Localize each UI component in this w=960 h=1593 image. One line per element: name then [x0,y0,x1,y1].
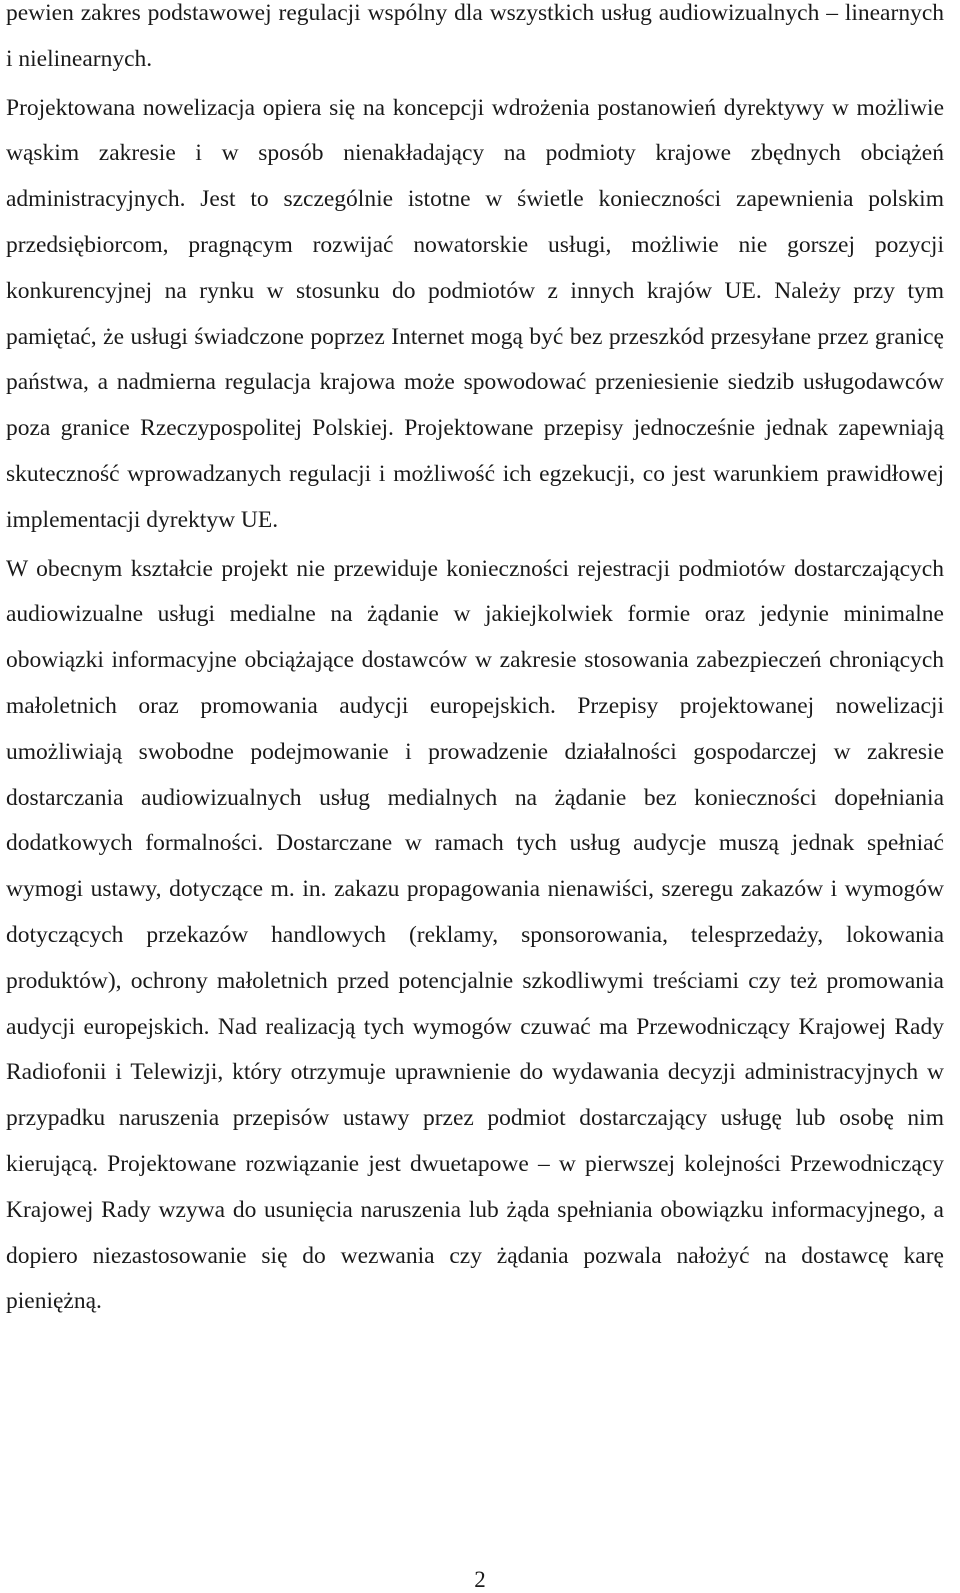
page-number: 2 [474,1567,486,1592]
paragraph-continuation: pewien zakres podstawowej regulacji wspólny dla wszystkich usług audiowizualnych – linearnych i nielinearnych. [6,0,944,72]
document-body [6,0,944,1325]
paragraph-implementation-concept: Projektowana nowelizacja opiera się na koncepcji wdrożenia postanowień dyrektywy w możliwie wąskim zakresie i w sposób nienakładający na podmioty krajowe zbędnych obciążeń administracyjnych. Jest to szczególnie istotne w świetle konieczności zapewnienia polskim przedsiębiorcom, pragnącym rozwijać nowatorskie usługi, możliwie nie gorszej pozycji konkurencyjnej na rynku w stosunku do podmiotów z innych krajów UE. Należy przy tym pamiętać, że usługi świadczone poprzez Internet mogą być bez przeszkód przesyłane przez granicę państwa, a nadmierna regulacja krajowa może spowodować przeniesienie siedzib usługodawców poza granice Rzeczypospolitej Polskiej. Projektowane przepisy jednocześnie jednak zapewniają skuteczność wprowadzanych regulacji i możliwość ich egzekucji, co jest warunkiem prawidłowej implementacji dyrektyw UE. [6,94,944,533]
paragraph-current-project-scope: W obecnym kształcie projekt nie przewiduje konieczności rejestracji podmiotów dostarczających audiowizualne usługi medialne na żądanie w jakiejkolwiek formie oraz jedynie minimalne obowiązki informacyjne obciążające dostawców w zakresie stosowania zabezpieczeń chroniących małoletnich oraz promowania audycji europejskich. Przepisy projektowanej nowelizacji umożliwiają swobodne podejmowanie i prowadzenie działalności gospodarczej w zakresie dostarczania audiowizualnych usług medialnych na żądanie bez konieczności dopełniania dodatkowych formalności. Dostarczane w ramach tych usług audycje muszą jednak spełniać wymogi ustawy, dotyczące m. in. zakazu propagowania nienawiści, szeregu zakazów i wymogów dotyczących przekazów handlowych (reklamy, sponsorowania, telesprzedaży, lokowania produktów), ochrony małoletnich przed potencjalnie szkodliwymi treściami czy też promowania audycji europejskich. Nad realizacją tych wymogów czuwać ma Przewodniczący Krajowej Rady Radiofonii i Telewizji, który otrzymuje uprawnienie do wydawania decyzji administracyjnych w przypadku naruszenia przepisów ustawy przez podmiot dostarczający usługę lub osobę nim kierującą. Projektowane rozwiązanie jest dwuetapowe – w pierwszej kolejności Przewodniczący Krajowej Rady wzywa do usunięcia naruszenia lub żąda spełniania obowiązku informacyjnego, a dopiero niezastosowanie się do wezwania czy żądania pozwala nałożyć na dostawcę karę pieniężną. [6,555,944,1315]
